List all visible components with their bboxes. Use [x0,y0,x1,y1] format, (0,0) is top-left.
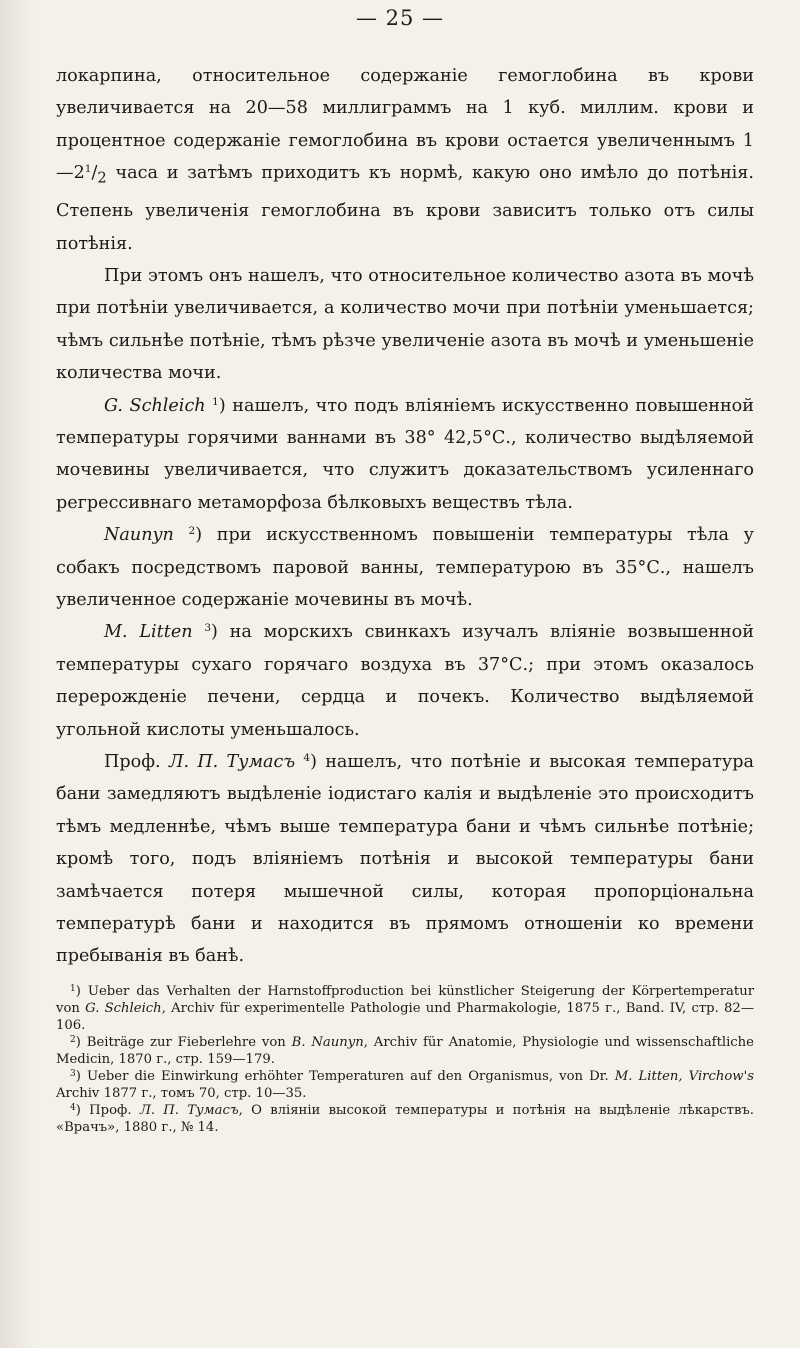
text-run: часа и затѣмъ приходитъ къ нормѣ, какую оно имѣло до потѣнія. Степень увеличенія гемоглобина въ крови зависитъ только отъ силы потѣнія. [56,163,754,254]
footnote-ref: 2 [70,1034,76,1045]
author-name: B. Naunyn [291,1034,364,1050]
text-run [174,525,189,545]
text-run [193,622,205,642]
author-name: Naunyn [104,525,174,546]
text-run: локарпина, относительное содержаніе гемоглобина въ крови увеличивается на 20—58 миллиграммъ на 1 куб. миллим. крови и процентное содержаніе гемоглобина въ крови остается увеличеннымъ 1—2 [56,66,754,184]
author-name: M. Litten, Virchow's [614,1068,754,1084]
fraction-denominator: 2 [97,169,107,187]
paragraph [56,519,754,616]
paragraph [56,746,754,973]
text-run: Archiv 1877 г., томъ 70, стр. 10—35. [56,1085,307,1101]
text-run: , Archiv für experimentelle Pathologie und Pharmakologie, 1875 г., Band. IV, стр. 82—106. [56,1000,755,1033]
text-run: ) Ueber das Verhalten der Harnstoffproduction bei künstlicher Steigerung der Körpertemperatur von [56,983,754,1016]
footnote-ref: 1 [70,983,76,994]
author-name: G. Schleich [85,1000,162,1016]
author-name: G. Schleich [104,395,206,416]
footnote [56,983,754,1034]
footnote-ref: 2 [188,525,196,538]
footnote-ref: 4 [303,752,311,765]
footnote [56,1034,754,1068]
footnote-ref: 1 [84,163,92,176]
text-run: ) нашелъ, что потѣніе и высокая температура бани замедляютъ выдѣленіе іодистаго калія и выдѣленіе это происходитъ тѣмъ медленнѣе, чѣмъ выше температура бани и чѣмъ сильнѣе потѣніе; кромѣ того, подъ вліяніемъ потѣнія и высокой температуры бани замѣчается потеря мышечной силы, которая пропорціональна температурѣ бани и находится въ прямомъ отношеніи ко времени пребыванія въ банѣ. [56,752,754,967]
footnote-ref: 3 [204,622,212,635]
paragraph [56,390,754,520]
text-run: / [91,163,98,184]
text-run: ) нашелъ, что подъ вліяніемъ искусственно повышенной температуры горячими ваннами въ 38° 42,5°С., количество выдѣляемой мочевины увеличивается, что служитъ доказательствомъ усиленнаго регрессивнаго метаморфоза бѣлковыхъ веществъ тѣла. [56,395,755,513]
footnote [56,1068,754,1102]
text-run: ) при искусственномъ повышеніи температуры тѣла у собакъ посредствомъ паровой ванны, температурою въ 35°С., нашелъ увеличенное содержаніе мочевины въ мочѣ. [56,525,755,611]
text-run: ) на морскихъ свинкахъ изучалъ вліяніе возвышенной температуры сухаго горячаго воздуха въ 37°С.; при этомъ оказалось перерожденіе печени, сердца и почекъ. Количество выдѣляемой угольной кислоты уменьшалось. [56,622,754,740]
author-name: Л. П. Тумасъ [168,752,296,773]
author-name: M. Litten [104,622,193,643]
footnote-ref: 3 [70,1068,76,1079]
text-run: , Archiv für Anatomie, Physiologie und wissenschaftliche Medicin, 1870 г., стр. 159—179. [56,1034,754,1067]
footnotes [56,983,754,1136]
text-run: ) Ueber die Einwirkung erhöhter Temperaturen auf den Organismus, von Dr. [75,1068,615,1084]
paragraph [56,60,754,260]
page-number: — 25 — [355,6,445,30]
text-run: , О вліяніи высокой температуры и потѣнія на выдѣленіе лѣкарствъ. «Врачъ», 1880 г., № 14. [56,1102,754,1135]
paragraph [56,616,754,746]
text-run: При этомъ онъ нашелъ, что относительное количество азота въ мочѣ при потѣніи увеличивается, а количество мочи при потѣніи уменьшается; чѣмъ сильнѣе потѣніе, тѣмъ рѣзче увеличеніе азота въ мочѣ и уменьшеніе количества мочи. [56,265,754,384]
footnote [56,1102,754,1136]
text-run: ) Beiträge zur Fieberlehre von [75,1034,292,1050]
paragraph [56,260,754,390]
main-text [56,60,754,973]
footnote-ref: 4 [70,1102,76,1113]
author-name: Л. П. Тумасъ [139,1102,239,1118]
text-run: ) Проф. [75,1102,140,1118]
text-run: Проф. [104,752,169,773]
footnote-ref: 1 [212,395,219,408]
